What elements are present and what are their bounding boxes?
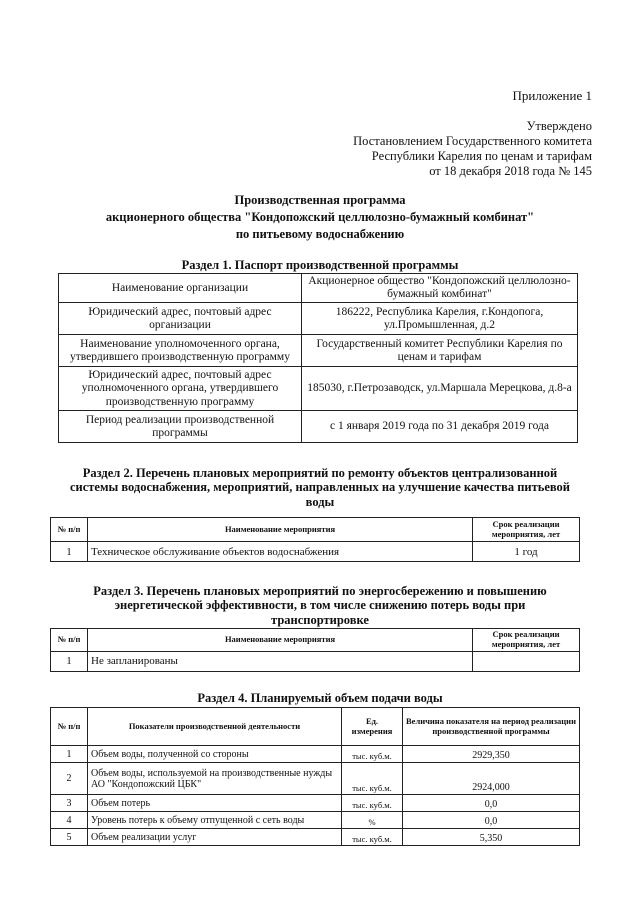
row-value: 2929,350 [403,746,580,763]
title-line: акционерного общества "Кондопожский целлюлозно-бумажный комбинат" [105,210,535,224]
approval-line: Постановлением Государственного комитета [353,134,592,148]
col-num-header: № п/п [51,708,88,746]
table-row [51,812,580,829]
row-unit: тыс. куб.м. [342,763,403,795]
col-term-header: Срок реализации мероприятия, лет [473,518,580,542]
approval-block [353,119,592,179]
heading-line: Раздел 2. Перечень плановых мероприятий по ремонту объектов централизованной [82,466,558,480]
water-supply-table [50,707,580,846]
passport-row [59,303,578,335]
approval-line: от 18 декабря 2018 года № 145 [429,164,592,178]
col-name-header: Наименование мероприятия [88,629,473,652]
heading-line: транспортировке [271,612,369,627]
heading-line: энергетической эффективности, в том числе снижению потерь воды при [114,598,526,613]
row-unit: % [342,812,403,829]
row-name: Уровень потерь к объему отпущенной с сеть воды [88,812,342,829]
title-line: Производственная программа [234,193,406,207]
row-value: 0,0 [403,812,580,829]
row-name: Объем воды, используемой на производственные нужды АО "Кондопожский ЦБК" [88,763,342,795]
table-row [51,829,580,846]
row-value: 0,0 [403,795,580,812]
passport-value: Акционерное общество "Кондопожский целлюлозно-бумажный комбинат" [302,274,578,303]
row-num: 1 [51,542,88,562]
document-title [60,192,580,243]
passport-row [59,411,578,443]
passport-value: 185030, г.Петрозаводск, ул.Маршала Мерецкова, д.8-а [302,367,578,411]
row-name: Техническое обслуживание объектов водоснабжения [88,542,473,562]
approval-line: Утверждено [526,119,592,133]
passport-value: 186222, Республика Карелия, г.Кондопога, ул.Промышленная, д.2 [302,303,578,335]
passport-label: Юридический адрес, почтовый адрес организации [59,303,302,335]
energy-measures-table [50,628,580,672]
row-unit: тыс. куб.м. [342,829,403,846]
row-name: Объем воды, полученной со стороны [88,746,342,763]
section3-heading [40,584,600,627]
passport-row [59,367,578,411]
row-name: Объем реализации услуг [88,829,342,846]
section1-heading: Раздел 1. Паспорт производственной программы [181,258,459,272]
passport-value: с 1 января 2019 года по 31 декабря 2019 года [302,411,578,443]
row-num: 1 [51,651,88,671]
row-name: Объем потерь [88,795,342,812]
repair-measures-table [50,517,580,562]
row-value: 5,350 [403,829,580,846]
heading-line: воды [305,494,335,509]
passport-row [59,274,578,303]
approval-line: Республики Карелия по ценам и тарифам [371,149,592,163]
passport-label: Наименование организации [59,274,302,303]
col-term-header: Срок реализации мероприятия, лет [473,629,580,652]
row-term [473,651,580,671]
table-row [51,795,580,812]
row-value: 2924,000 [403,763,580,795]
table-row [51,542,580,562]
passport-row [59,335,578,367]
appendix-label: Приложение 1 [512,88,592,103]
title-line: по питьевому водоснабжению [235,227,405,241]
row-unit: тыс. куб.м. [342,795,403,812]
heading-line: системы водоснабжения, мероприятий, направленных на улучшение качества питьевой [69,480,571,495]
heading-line: Раздел 3. Перечень плановых мероприятий по энергосбережению и повышению [93,584,547,598]
passport-table [58,273,578,443]
col-num-header: № п/п [51,629,88,652]
col-num-header: № п/п [51,518,88,542]
row-name: Не запланированы [88,651,473,671]
col-name-header: Показатели производственной деятельности [88,708,342,746]
row-num: 4 [51,812,88,829]
row-num: 2 [51,763,88,795]
row-num: 1 [51,746,88,763]
row-num: 3 [51,795,88,812]
section2-heading [40,466,600,509]
section4-heading: Раздел 4. Планируемый объем подачи воды [197,691,443,705]
passport-label: Юридический адрес, почтовый адрес уполномоченного органа, утвердившего производственную программу [59,367,302,411]
col-value-header: Величина показателя на период реализации производственной программы [403,708,580,746]
table-row [51,746,580,763]
table-row [51,763,580,795]
col-unit-header: Ед. измерения [342,708,403,746]
row-num: 5 [51,829,88,846]
table-row [51,651,580,671]
row-term: 1 год [473,542,580,562]
passport-label: Период реализации производственной программы [59,411,302,443]
passport-value: Государственный комитет Республики Карелия по ценам и тарифам [302,335,578,367]
passport-label: Наименование уполномоченного органа, утвердившего производственную программу [59,335,302,367]
row-unit: тыс. куб.м. [342,746,403,763]
col-name-header: Наименование мероприятия [88,518,473,542]
